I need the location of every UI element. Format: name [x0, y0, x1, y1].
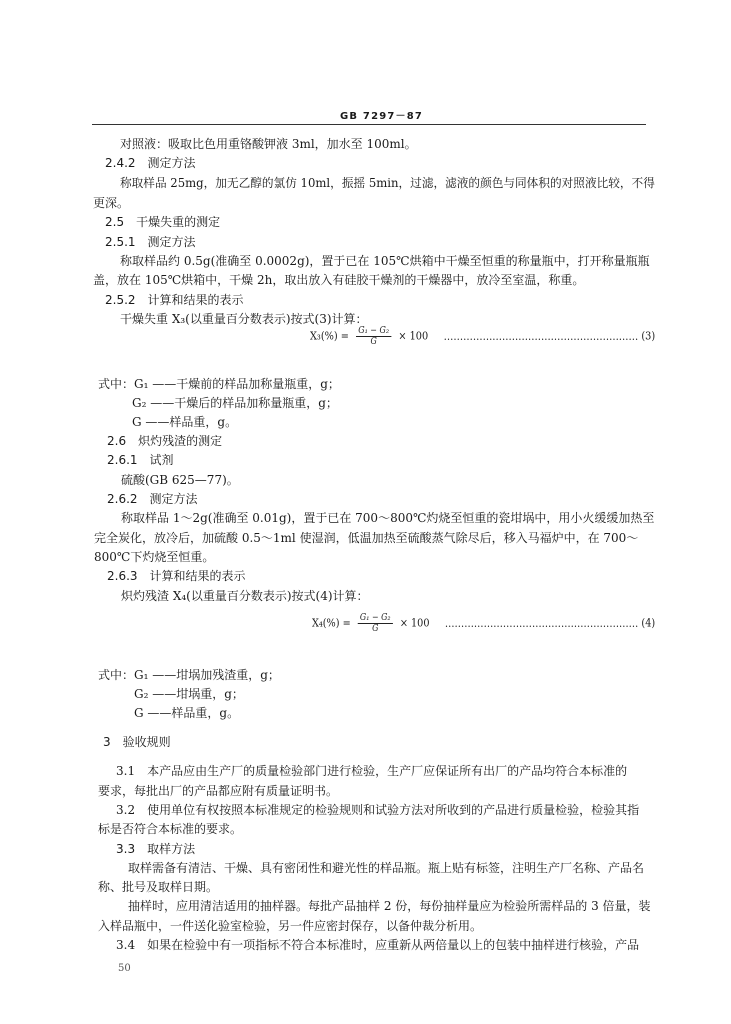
section-heading: 2.5.1 测定方法	[105, 235, 196, 249]
text-line: 完全炭化，放冷后，加硫酸 0.5～1ml 使湿润，低温加热至硫酸蒸气除尽后，移入马福炉中，在 700～	[94, 531, 639, 545]
text-line: 3.4 如果在检验中有一项指标不符合本标准时，应重新从两倍量以上的包装中抽样进行核验，产品	[116, 938, 640, 952]
text-line: 更深。	[93, 196, 130, 210]
formula-denominator: G	[370, 337, 377, 347]
formula-numerator: G₁ − G₂	[356, 326, 392, 337]
equation-number: (4)	[641, 616, 656, 630]
text-line: 称、批号及取样日期。	[98, 880, 219, 894]
text-line: 要求，每批出厂的产品都应附有质量证明书。	[98, 784, 339, 798]
text-line: 干燥失重 X₃(以重量百分数表示)按式(3)计算：	[120, 312, 368, 326]
formula-denominator: G	[372, 624, 379, 634]
text-line: 抽样时，应用清洁适用的抽样器。每批产品抽样 2 份，每份抽样量应为检验所需样品的 3 倍量，装	[128, 899, 651, 913]
formula-lhs: X₄(%) =	[312, 616, 351, 630]
formula-numerator: G₁ − G₂	[357, 613, 393, 624]
section-heading: 3.3 取样方法	[116, 842, 196, 856]
formula-leader-dots: ……………………………………………………	[444, 616, 639, 630]
section-heading: 2.5 干燥失重的测定	[105, 215, 221, 229]
text-line: 硫酸(GB 625—77)。	[121, 473, 239, 487]
section-heading: 2.6.1 试剂	[107, 453, 174, 467]
formula-3	[310, 326, 655, 347]
page-number: 50	[118, 963, 131, 974]
text-line: 称取样品 1～2g(准确至 0.01g)，置于已在 700～800℃灼烧至恒重的瓷坩埚中，用小火缓缓加热至	[121, 511, 655, 525]
header-rule	[92, 124, 646, 125]
text-line: G ——样品重，g。	[134, 706, 240, 720]
text-line: 标是否符合本标准的要求。	[98, 822, 243, 836]
section-heading: 2.6.2 测定方法	[107, 492, 198, 506]
text-line: 称取样品 25mg，加无乙醇的氯仿 10ml，振摇 5min，过滤，滤液的颜色与同体积的对照液比较，不得	[120, 176, 655, 190]
standard-code-header: GB 7297－87	[340, 111, 424, 122]
formula-lhs: X₃(%) =	[310, 329, 349, 343]
text-line: 对照液：吸取比色用重铬酸钾液 3ml，加水至 100ml。	[120, 137, 417, 151]
text-line: 炽灼残渣 X₄(以重量百分数表示)按式(4)计算：	[121, 589, 369, 603]
text-line: 入样品瓶中，一件送化验室检验，另一件应密封保存，以备仲裁分析用。	[98, 919, 483, 933]
section-heading: 2.4.2 测定方法	[105, 156, 196, 170]
formula-multiplier: × 100	[398, 329, 429, 343]
text-line: 3.1 本产品应由生产厂的质量检验部门进行检验，生产厂应保证所有出厂的产品均符合本标准的	[116, 764, 628, 778]
formula-4	[312, 613, 655, 634]
text-line: 式中：G₁ ——干燥前的样品加称量瓶重，g；	[98, 377, 340, 391]
section-heading: 2.6 炽灼残渣的测定	[107, 434, 223, 448]
equation-number: (3)	[641, 329, 656, 343]
formula-fraction	[356, 326, 392, 347]
section-heading: 3 验收规则	[103, 735, 171, 749]
text-line: 盖，放在 105℃烘箱中，干燥 2h，取出放入有硅胶干燥剂的干燥器中，放冷至室温，称重。	[93, 273, 585, 287]
formula-leader-dots: ……………………………………………………	[443, 329, 639, 343]
text-line: G ——样品重，g。	[132, 415, 238, 429]
text-line: G₂ ——坩埚重，g；	[134, 687, 244, 701]
text-line: G₂ ——干燥后的样品加称量瓶重，g；	[132, 396, 338, 410]
text-line: 800℃下灼烧至恒重。	[94, 550, 215, 564]
text-line: 式中：G₁ ——坩埚加残渣重，g；	[98, 668, 280, 682]
section-heading: 2.6.3 计算和结果的表示	[107, 569, 246, 583]
formula-fraction	[357, 613, 393, 634]
formula-multiplier: × 100	[399, 616, 430, 630]
text-line: 取样需备有清洁、干燥、具有密闭性和避光性的样品瓶。瓶上贴有标签，注明生产厂名称、产品名	[128, 861, 645, 875]
section-heading: 2.5.2 计算和结果的表示	[105, 293, 244, 307]
text-line: 称取样品约 0.5g(准确至 0.0002g)，置于已在 105℃烘箱中干燥至恒重的称量瓶中，打开称量瓶瓶	[120, 254, 650, 268]
text-line: 3.2 使用单位有权按照本标准规定的检验规则和试验方法对所收到的产品进行质量检验，检验其指	[116, 803, 640, 817]
